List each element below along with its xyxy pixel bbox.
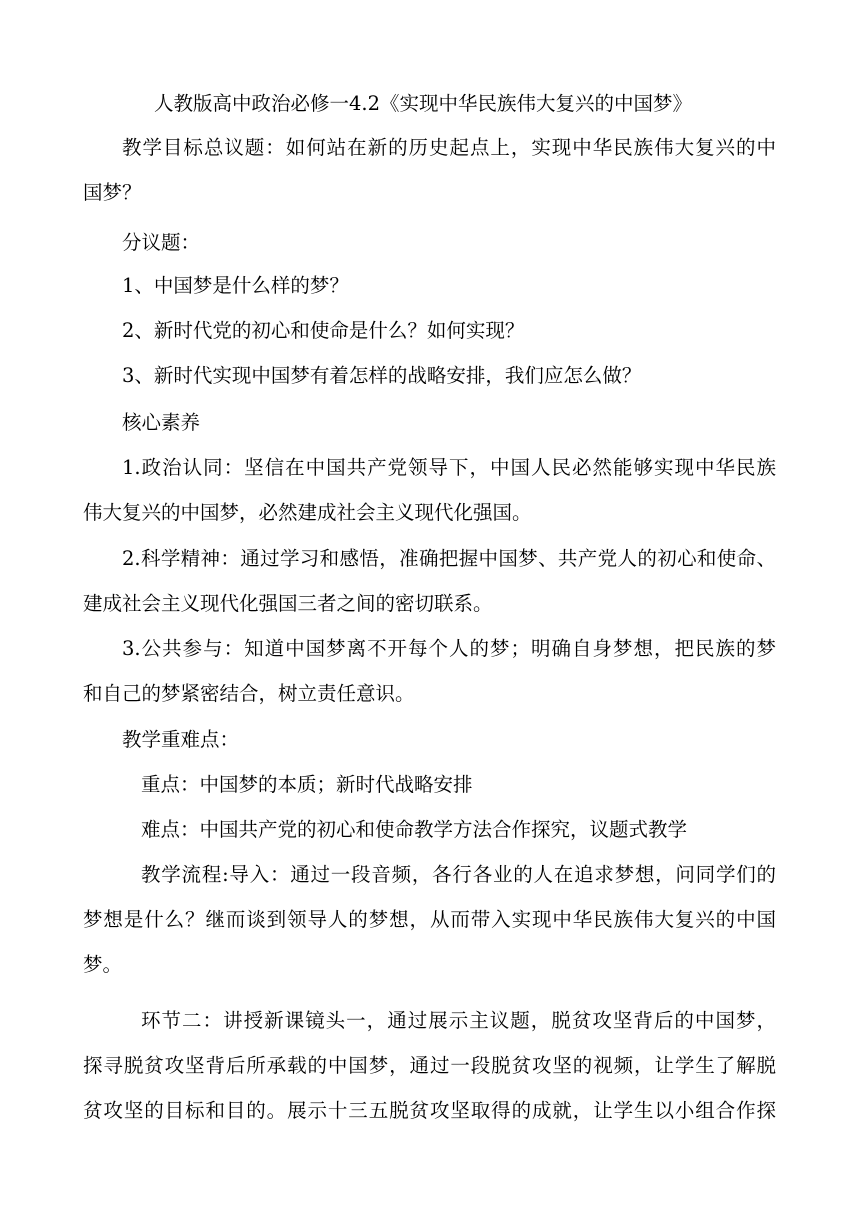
paragraph-line: 1.政治认同：坚信在中国共产党领导下，中国人民必然能够实现中华民族: [122, 456, 776, 479]
list-item: 2、新时代党的初心和使命是什么？如何实现？: [122, 319, 525, 342]
list-item: 1、中国梦是什么样的梦？: [122, 274, 349, 297]
paragraph-line: 教学流程:导入：通过一段音频，各行各业的人在追求梦想，问同学们的: [141, 863, 776, 886]
section-heading: 教学重难点：: [122, 728, 240, 751]
paragraph-line: 贫攻坚的目标和目的。展示十三五脱贫攻坚取得的成就，让学生以小组合作探: [83, 1099, 776, 1122]
paragraph-line: 和自己的梦紧密结合，树立责任意识。: [83, 682, 415, 705]
paragraph-line: 建成社会主义现代化强国三者之间的密切联系。: [83, 592, 493, 615]
paragraph-line: 梦想是什么？继而谈到领导人的梦想，从而带入实现中华民族伟大复兴的中国: [83, 908, 776, 931]
section-heading: 分议题：: [122, 231, 201, 254]
paragraph-line: 重点：中国梦的本质；新时代战略安排: [141, 773, 473, 796]
paragraph-line: 3.公共参与：知道中国梦离不开每个人的梦；明确自身梦想，把民族的梦: [122, 637, 776, 660]
section-heading: 核心素养: [122, 411, 201, 434]
paragraph-line: 难点：中国共产党的初心和使命教学方法合作探究，议题式教学: [141, 818, 688, 841]
paragraph-line: 伟大复兴的中国梦，必然建成社会主义现代化强国。: [83, 501, 532, 524]
paragraph-line: 2.科学精神：通过学习和感悟，准确把握中国梦、共产党人的初心和使命、: [122, 547, 776, 570]
paragraph-line: 梦。: [83, 953, 123, 976]
document-title: 人教版高中政治必修一4.2《实现中华民族伟大复兴的中国梦》: [154, 92, 693, 115]
paragraph-line: 教学目标总议题：如何站在新的历史起点上，实现中华民族伟大复兴的中: [122, 136, 776, 159]
list-item: 3、新时代实现中国梦有着怎样的战略安排，我们应怎么做？: [122, 364, 642, 387]
paragraph-line: 国梦？: [83, 181, 142, 204]
paragraph-line: 探寻脱贫攻坚背后所承载的中国梦，通过一段脱贫攻坚的视频，让学生了解脱: [83, 1054, 776, 1077]
paragraph-line: 环节二：讲授新课镜头一，通过展示主议题，脱贫攻坚背后的中国梦，: [141, 1009, 776, 1032]
